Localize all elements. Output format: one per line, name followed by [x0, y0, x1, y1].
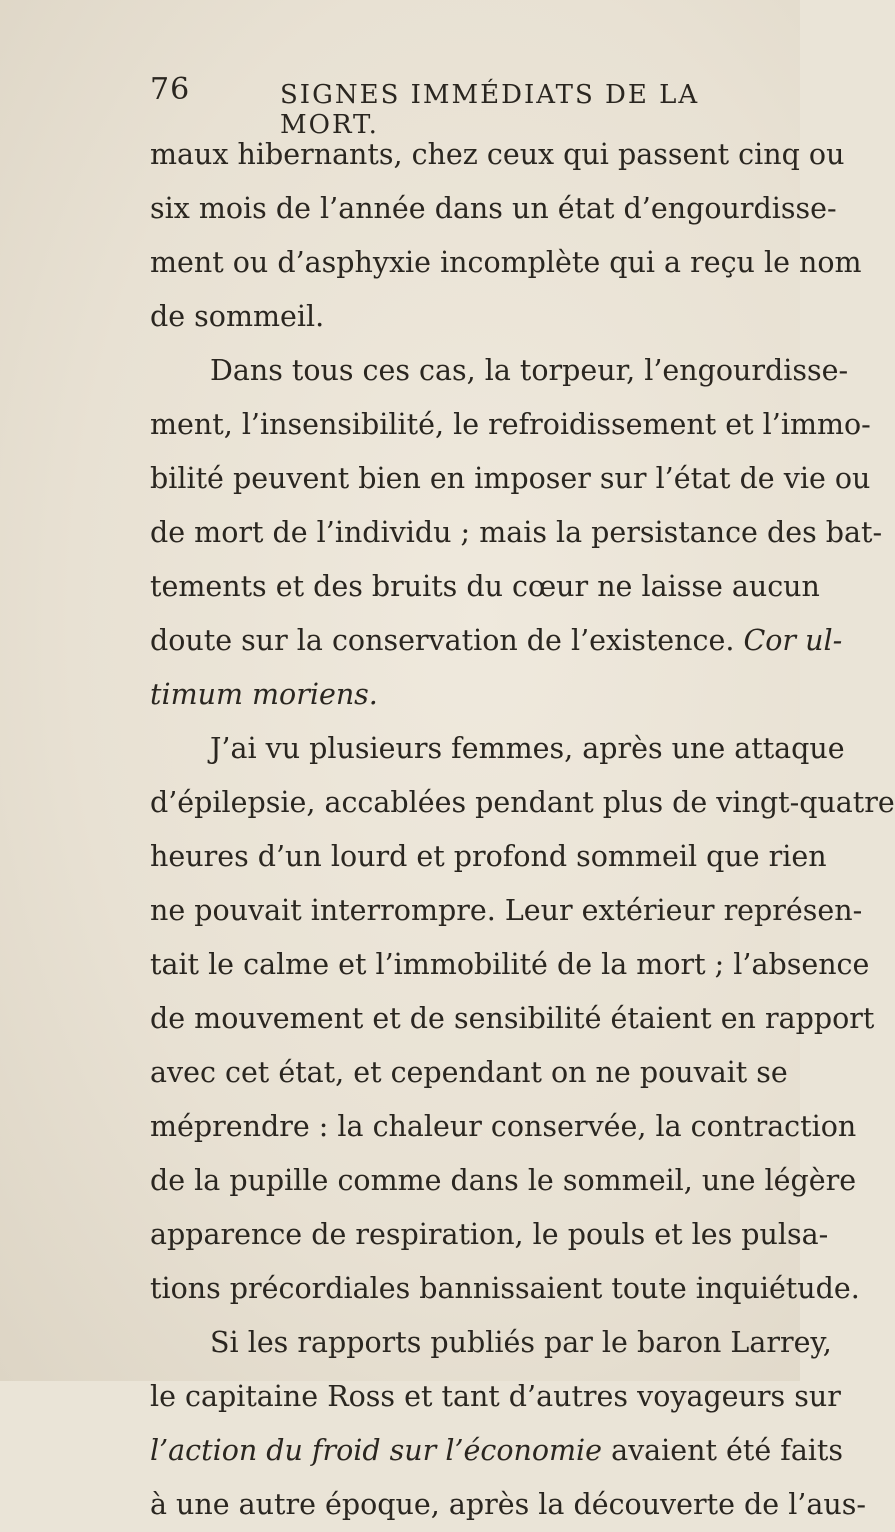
running-head: SIGNES IMMÉDIATS DE LA MORT. [280, 80, 700, 140]
text-line-roman: ment, l’insensibilité, le refroidissement et l’immo- [150, 408, 871, 441]
text-line [150, 506, 883, 560]
text-line [150, 1100, 857, 1154]
text-line [150, 452, 871, 506]
text-line-roman: six mois de l’année dans un état d’engourdisse- [150, 192, 837, 225]
text-line [150, 1262, 860, 1316]
text-line-roman: heures d’un lourd et profond sommeil que rien [150, 840, 827, 873]
text-line [150, 1370, 841, 1424]
text-line [150, 128, 845, 182]
text-line-roman: ne pouvait interrompre. Leur extérieur représen- [150, 894, 863, 927]
text-line [150, 236, 862, 290]
text-line [150, 1208, 829, 1262]
text-line [150, 830, 827, 884]
text-line-roman: de sommeil. [150, 300, 325, 333]
text-line [150, 722, 845, 776]
text-line-roman: tions précordiales bannissaient toute inquiétude. [150, 1272, 860, 1305]
text-line-roman: tait le calme et l’immobilité de la mort ; l’absence [150, 948, 870, 981]
text-line [150, 344, 849, 398]
text-line [150, 776, 895, 830]
text-line [150, 182, 837, 236]
text-line [150, 1154, 857, 1208]
text-line-roman: J’ai vu plusieurs femmes, après une attaque [210, 732, 845, 765]
text-line-italic: l’action du froid sur l’économie [150, 1434, 603, 1467]
text-line-roman: d’épilepsie, accablées pendant plus de vingt-quatre [150, 786, 895, 819]
text-line [150, 1316, 832, 1370]
text-line-roman: bilité peuvent bien en imposer sur l’état de vie ou [150, 462, 871, 495]
text-line-roman: de mouvement et de sensibilité étaient en rapport [150, 1002, 875, 1035]
text-line [150, 560, 820, 614]
text-line [150, 668, 762, 722]
text-line-italic: Cor ul- [743, 624, 843, 657]
text-line-italic: timum moriens. [150, 678, 378, 711]
text-line [150, 938, 870, 992]
page-header [150, 72, 770, 140]
text-line [150, 614, 843, 668]
text-line-roman: de la pupille comme dans le sommeil, une légère [150, 1164, 857, 1197]
text-line-roman: ment ou d’asphyxie incomplète qui a reçu le nom [150, 246, 862, 279]
text-line [150, 1478, 866, 1532]
text-line-roman: maux hibernants, chez ceux qui passent cinq ou [150, 138, 845, 171]
text-line-roman: le capitaine Ross et tant d’autres voyageurs sur [150, 1380, 841, 1413]
text-line-roman: avec cet état, et cependant on ne pouvait se [150, 1056, 788, 1089]
text-line [150, 1046, 788, 1100]
text-line [150, 398, 871, 452]
text-line-roman: Dans tous ces cas, la torpeur, l’engourdisse- [210, 354, 849, 387]
text-line-roman: à une autre époque, après la découverte de l’aus- [150, 1488, 866, 1521]
page-number: 76 [150, 72, 191, 107]
text-line-roman: tements et des bruits du cœur ne laisse aucun [150, 570, 820, 603]
text-line [150, 1424, 844, 1478]
text-line-roman: doute sur la conservation de l’existence. [150, 624, 735, 657]
text-line-roman-after: avaient été faits [611, 1434, 844, 1467]
text-line [150, 290, 762, 344]
text-line-roman: apparence de respiration, le pouls et les pulsa- [150, 1218, 829, 1251]
text-line-roman: de mort de l’individu ; mais la persistance des bat- [150, 516, 883, 549]
text-line [150, 992, 875, 1046]
text-line-roman: Si les rapports publiés par le baron Larrey, [210, 1326, 832, 1359]
text-line-roman: méprendre : la chaleur conservée, la contraction [150, 1110, 857, 1143]
body-text [150, 128, 895, 1532]
text-line [150, 884, 863, 938]
